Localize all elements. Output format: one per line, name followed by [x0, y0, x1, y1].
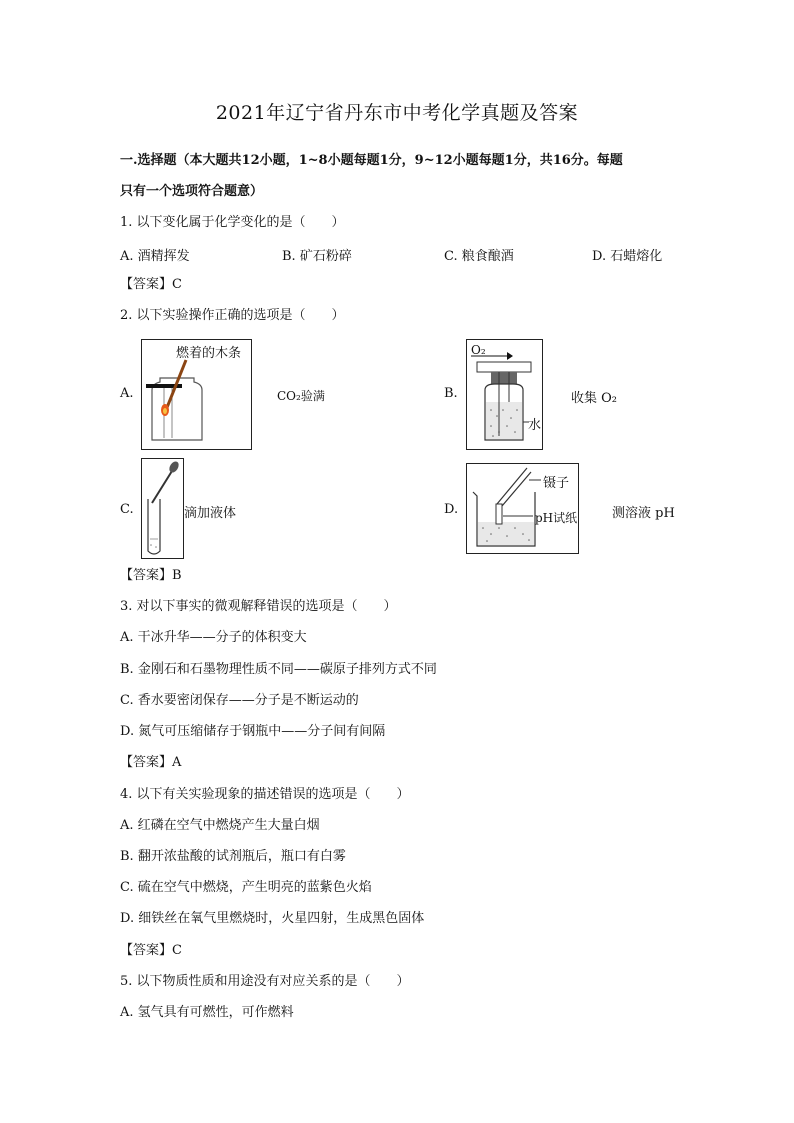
q1-answer: 【答案】C	[120, 277, 182, 292]
fig-d-tweezers-label: 镊子	[543, 476, 570, 491]
q4-answer: 【答案】C	[120, 943, 182, 958]
question-1-stem: 1. 以下变化属于化学变化的是（ ）	[120, 215, 345, 230]
q3-option-d: D. 氮气可压缩储存于钢瓶中——分子间有间隔	[120, 724, 386, 739]
q3-answer: 【答案】A	[120, 755, 182, 770]
fig-b-water-label: 水	[528, 418, 542, 433]
q1-option-a: A. 酒精挥发	[120, 249, 190, 264]
test-tube-dropper-illustration	[142, 459, 183, 558]
q2-letter-c: C.	[120, 502, 134, 517]
q1-option-d: D. 石蜡熔化	[592, 249, 663, 264]
fig-c-label: 滴加液体	[184, 506, 237, 521]
q3-option-b: B. 金刚石和石墨物理性质不同——碳原子排列方式不同	[120, 662, 437, 677]
q2-letter-d: D.	[444, 502, 459, 517]
question-3-stem: 3. 对以下事实的微观解释错误的选项是（ ）	[120, 599, 397, 614]
section-heading-cont: 只有一个选项符合题意）	[120, 184, 264, 199]
figure-collect-oxygen	[466, 339, 543, 450]
q4-option-c: C. 硫在空气中燃烧，产生明亮的蓝紫色火焰	[120, 880, 372, 895]
question-2-stem: 2. 以下实验操作正确的选项是（ ）	[120, 308, 345, 323]
q4-option-b: B. 翻开浓盐酸的试剂瓶后，瓶口有白雾	[120, 849, 346, 864]
fig-b-arrow-label: O₂	[471, 343, 486, 357]
q4-option-d: D. 细铁丝在氧气里燃烧时，火星四射，生成黑色固体	[120, 911, 425, 926]
q2-letter-b: B.	[444, 386, 458, 401]
document-title: 2021年辽宁省丹东市中考化学真题及答案	[215, 102, 579, 124]
question-4-stem: 4. 以下有关实验现象的描述错误的选项是（ ）	[120, 787, 410, 802]
q5-option-a: A. 氢气具有可燃性，可作燃料	[120, 1005, 294, 1020]
fig-a-caption: 燃着的木条	[176, 346, 242, 361]
fig-d-label: 测溶液 pH	[612, 506, 675, 521]
q1-option-b: B. 矿石粉碎	[282, 249, 352, 264]
q3-option-c: C. 香水要密闭保存——分子是不断运动的	[120, 693, 359, 708]
figure-measure-ph	[466, 463, 579, 554]
fig-b-label: 收集 O₂	[571, 391, 618, 406]
figure-co2-check	[141, 339, 252, 450]
fig-d-paper-label: pH试纸	[535, 511, 578, 525]
q1-option-c: C. 粮食酿酒	[444, 249, 514, 264]
section-heading: 一.选择题（本大题共12小题，1~8小题每题1分，9~12小题每题1分，共16分。每题	[120, 153, 623, 168]
fig-a-label: CO₂验满	[277, 389, 325, 403]
q2-letter-a: A.	[120, 386, 134, 401]
q2-answer: 【答案】B	[120, 568, 182, 583]
q3-option-a: A. 干冰升华——分子的体积变大	[120, 630, 307, 645]
q4-option-a: A. 红磷在空气中燃烧产生大量白烟	[120, 818, 320, 833]
figure-drop-liquid	[141, 458, 184, 559]
question-5-stem: 5. 以下物质性质和用途没有对应关系的是（ ）	[120, 974, 410, 989]
